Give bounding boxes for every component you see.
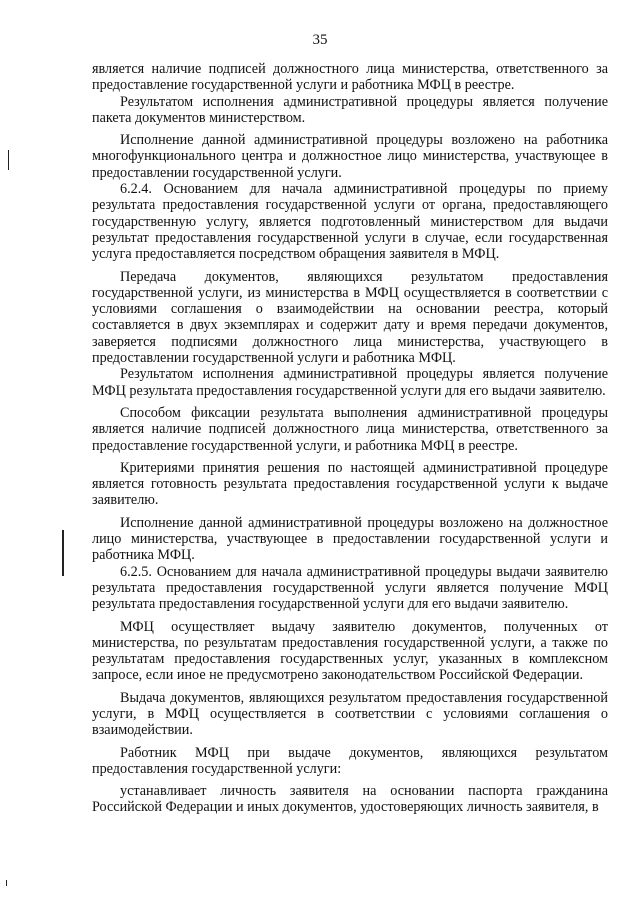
paragraph: Исполнение данной административной процедуры возложено на должностное лицо министерства, участвующее в предоставлении государственной услуги и работника МФЦ.: [92, 514, 608, 564]
paragraph: 6.2.4. Основанием для начала административной процедуры по приему результата предоставления государственной услуги от органа, предоставляющего государственную услугу, является подготовленный министерством для выдачи результат предоставления государственной услуги в случае, если государственная услуга предоставляется посредством обращения заявителя в МФЦ.: [92, 181, 608, 263]
paragraph: Выдача документов, являющихся результатом предоставления государственной услуги, в МФЦ осуществляется в соответствии с условиями соглашения о взаимодействии.: [92, 689, 608, 739]
margin-mark-3: [6, 880, 7, 886]
margin-mark-1: [8, 150, 9, 170]
paragraph: является наличие подписей должностного лица министерства, ответственного за предоставление государственной услуги и работника МФЦ в реестре.: [92, 61, 608, 94]
paragraph: Передача документов, являющихся результатом предоставления государственной услуги, из министерства в МФЦ осуществляется в соответствии с условиями соглашения о взаимодействии на основании реестра, который составляется в двух экземплярах и содержит дату и время передачи документов, заверяется подписями должностного лица министерства, участвующего в предоставлении государственной услуги и работника МФЦ.: [92, 268, 608, 367]
margin-mark-2: [62, 530, 64, 576]
paragraph: 6.2.5. Основанием для начала административной процедуры выдачи заявителю результата предоставления государственной услуги является получение МФЦ результата предоставления государственной услуги для его выдачи заявителю.: [92, 563, 608, 613]
paragraph: Способом фиксации результата выполнения административной процедуры является наличие подписей должностного лица министерства, ответственного за предоставление государственной услуги, и работника МФЦ в реестре.: [92, 404, 608, 454]
paragraph: МФЦ осуществляет выдачу заявителю документов, полученных от министерства, по результатам предоставления государственной услуги, а также по результатам предоставления государственных услуг, указанных в комплексном запросе, если иное не предусмотрено законодательством Российской Федерации.: [92, 618, 608, 684]
paragraph: Критериями принятия решения по настоящей административной процедуре является готовность результата предоставления государственной услуги к выдаче заявителю.: [92, 459, 608, 509]
document-body: [92, 61, 608, 816]
paragraph: Исполнение данной административной процедуры возложено на работника многофункционального центра и должностное лицо министерства, участвующее в предоставлении государственной услуги.: [92, 132, 608, 181]
paragraph: устанавливает личность заявителя на основании паспорта гражданина Российской Федерации и иных документов, удостоверяющих личность заявителя, в: [92, 783, 608, 816]
paragraph: Работник МФЦ при выдаче документов, являющихся результатом предоставления государственной услуги:: [92, 744, 608, 777]
page-number: 35: [312, 32, 328, 48]
paragraph: Результатом исполнения административной процедуры является получение пакета документов министерством.: [92, 93, 608, 126]
paragraph: Результатом исполнения административной процедуры является получение МФЦ результата предоставления государственной услуги для его выдачи заявителю.: [92, 366, 608, 399]
